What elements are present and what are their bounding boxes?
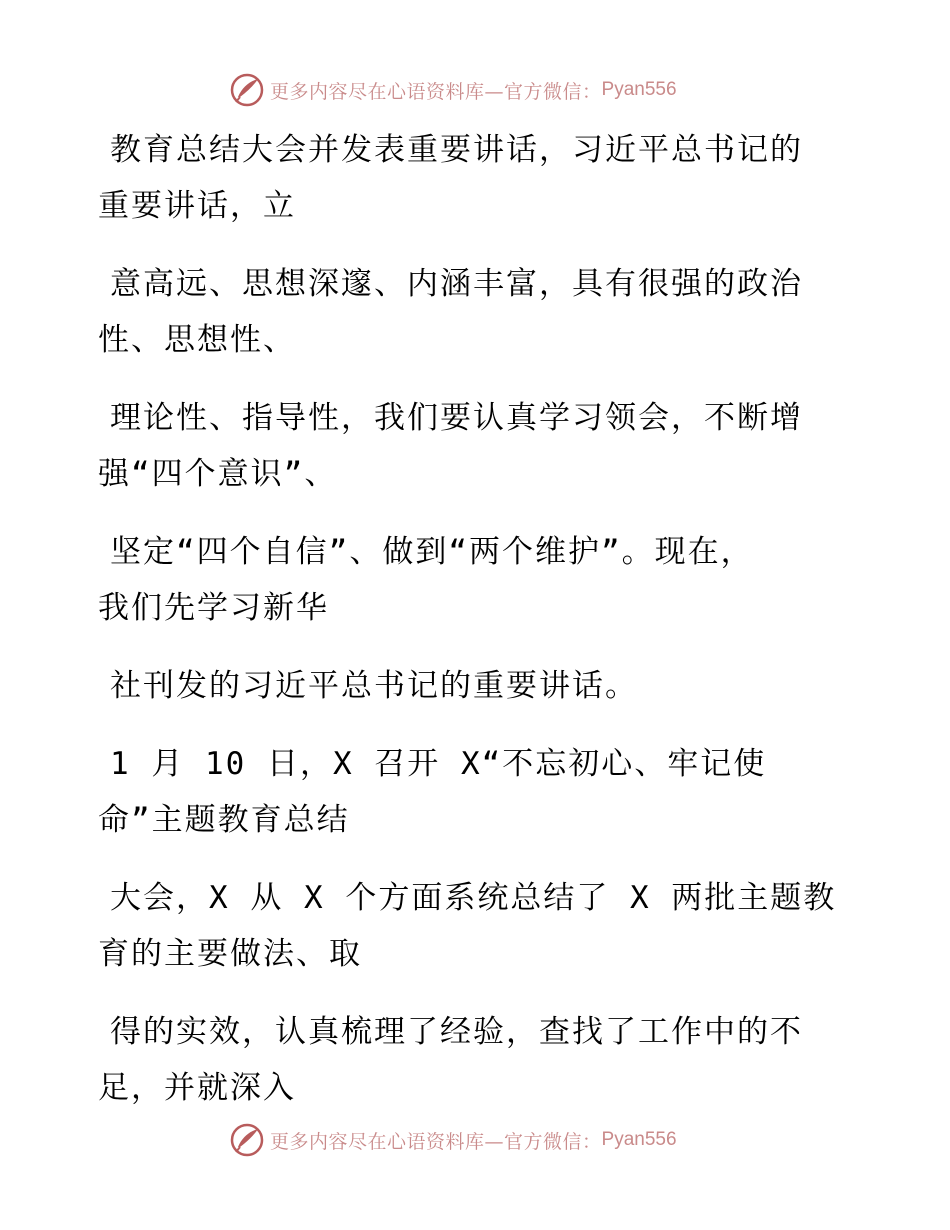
paragraph-7 (98, 870, 838, 982)
paragraph-line: 得的实效，认真梳理了经验，查找了工作中的不 (110, 1014, 803, 1050)
feather-pen-logo-icon (230, 73, 264, 107)
paragraph-line: 强“四个意识”、 (98, 456, 338, 492)
watermark-wechat-id: Pyan556 (601, 79, 677, 100)
watermark-wechat-id: Pyan556 (601, 1129, 677, 1150)
paragraph-line: 育的主要做法、取 (98, 936, 362, 972)
paragraph-line: 1 月 10 日，X 召开 X“不忘初心、牢记使 (110, 746, 767, 782)
paragraph-line: 重要讲话，立 (98, 188, 296, 224)
paragraph-line: 理论性、指导性，我们要认真学习领会，不断增 (110, 400, 803, 436)
watermark-text: 更多内容尽在心语资料库—官方微信： (270, 80, 602, 103)
paragraph-line: 足，并就深入 (98, 1070, 296, 1106)
paragraph-6 (98, 736, 838, 848)
paragraph-line: 社刊发的习近平总书记的重要讲话。 (110, 668, 638, 704)
paragraph-4 (98, 524, 838, 636)
paragraph-line: 性、思想性、 (98, 322, 296, 358)
paragraph-line: 大会，X 从 X 个方面系统总结了 X 两批主题教 (110, 880, 837, 916)
document-body (98, 122, 838, 1138)
watermark-text: 更多内容尽在心语资料库—官方微信： (270, 1130, 602, 1153)
paragraph-3 (98, 390, 838, 502)
feather-pen-logo-icon (230, 1123, 264, 1157)
paragraph-5 (98, 658, 838, 714)
paragraph-line: 命”主题教育总结 (98, 802, 350, 838)
paragraph-1 (98, 122, 838, 234)
header-watermark (230, 70, 677, 110)
paragraph-line: 坚定“四个自信”、做到“两个维护”。现在， (110, 534, 754, 570)
footer-watermark (230, 1120, 677, 1160)
paragraph-line: 我们先学习新华 (98, 590, 329, 626)
paragraph-line: 教育总结大会并发表重要讲话，习近平总书记的 (110, 132, 803, 168)
paragraph-8 (98, 1004, 838, 1116)
paragraph-line: 意高远、思想深邃、内涵丰富，具有很强的政治 (110, 266, 803, 302)
paragraph-2 (98, 256, 838, 368)
